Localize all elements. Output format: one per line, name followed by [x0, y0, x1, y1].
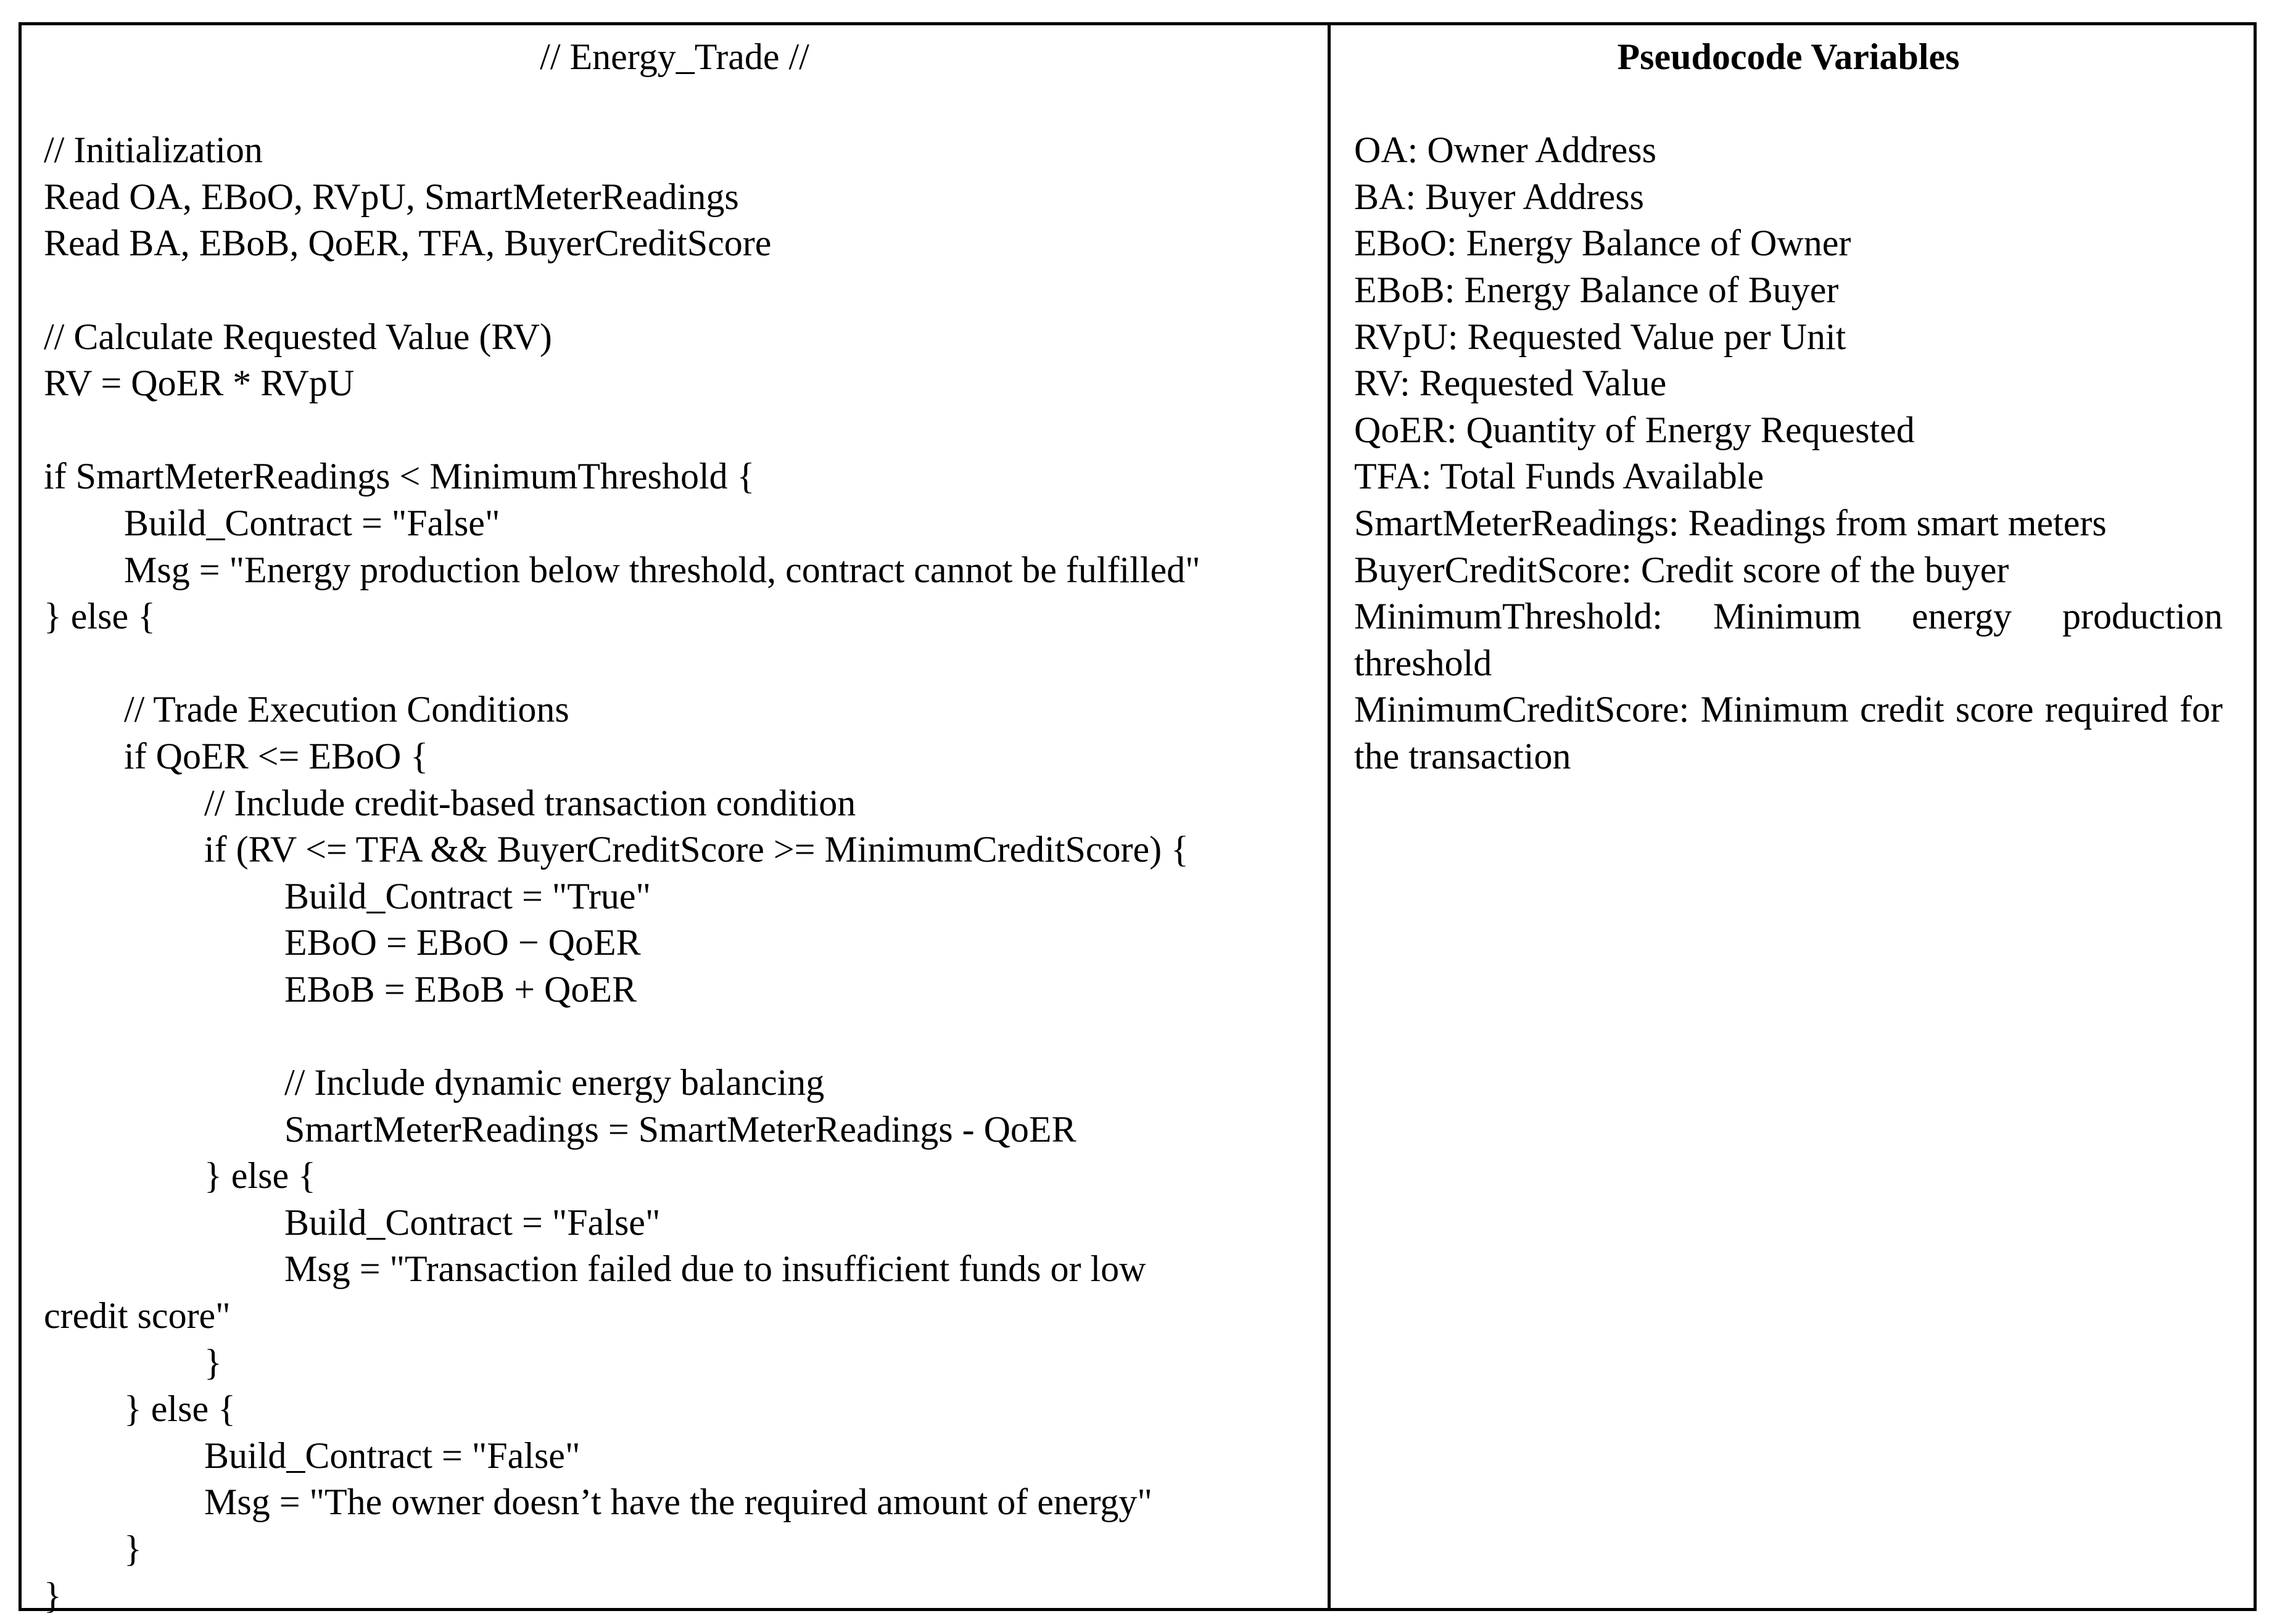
blank-line	[44, 407, 1328, 454]
code-line: EBoB = EBoB + QoER	[284, 968, 637, 1010]
variables-panel	[1331, 25, 2254, 1608]
code-line: } else {	[204, 1155, 316, 1197]
blank-line	[44, 640, 1328, 687]
code-line: }	[44, 1575, 62, 1616]
pseudocode-table	[19, 22, 2257, 1616]
blank-line	[44, 81, 1328, 128]
variables-title: Pseudocode Variables	[1617, 36, 1960, 77]
variable-definition: BA: Buyer Address	[1354, 176, 1644, 217]
variable-definition: RV: Requested Value	[1354, 363, 1667, 404]
code-line: Msg = "The owner doesn’t have the required amount of energy"	[204, 1482, 1152, 1523]
code-line: // Initialization	[44, 130, 263, 171]
code-line: Msg = "Transaction failed due to insufficient funds or low	[284, 1248, 1146, 1290]
code-line: credit score"	[44, 1295, 231, 1337]
variable-definition: BuyerCreditScore: Credit score of the buyer	[1354, 549, 2009, 590]
blank-line	[44, 1013, 1328, 1060]
code-line: Build_Contract = "True"	[284, 875, 651, 917]
variable-definition: MinimumThreshold: Minimum energy production threshold	[1354, 596, 2223, 683]
code-line: // Calculate Requested Value (RV)	[44, 316, 552, 357]
variable-definition: TFA: Total Funds Available	[1354, 456, 1764, 497]
variable-definition: SmartMeterReadings: Readings from smart meters	[1354, 502, 2107, 543]
pseudocode-title: // Energy_Trade //	[540, 36, 809, 77]
code-line: // Include credit-based transaction condition	[204, 782, 856, 823]
code-line: if SmartMeterReadings < MinimumThreshold {	[44, 456, 755, 497]
variables-list	[1354, 127, 2223, 780]
code-line: if (RV <= TFA && BuyerCreditScore >= MinimumCreditScore) {	[204, 829, 1189, 870]
variable-definition: EBoO: Energy Balance of Owner	[1354, 223, 1851, 264]
variable-definition: EBoB: Energy Balance of Buyer	[1354, 269, 1839, 310]
code-line: }	[204, 1342, 222, 1383]
code-line: Read BA, EBoB, QoER, TFA, BuyerCreditScore	[44, 223, 772, 264]
code-line: RV = QoER * RVpU	[44, 363, 355, 404]
code-line: // Trade Execution Conditions	[124, 689, 569, 730]
variable-definition: MinimumCreditScore: Minimum credit score required for the transaction	[1354, 689, 2223, 777]
variable-definition: OA: Owner Address	[1354, 130, 1656, 171]
code-line: Build_Contract = "False"	[204, 1435, 581, 1476]
code-line: }	[124, 1528, 142, 1569]
pseudocode-panel	[22, 25, 1331, 1616]
spacer	[1354, 81, 2223, 128]
code-line: } else {	[44, 596, 155, 637]
blank-line	[44, 267, 1328, 314]
code-line: Read OA, EBoO, RVpU, SmartMeterReadings	[44, 176, 739, 217]
code-line: SmartMeterReadings = SmartMeterReadings - QoER	[284, 1108, 1077, 1150]
variable-definition: RVpU: Requested Value per Unit	[1354, 316, 1846, 357]
variable-definition: QoER: Quantity of Energy Requested	[1354, 409, 1915, 450]
code-line: // Include dynamic energy balancing	[284, 1062, 825, 1103]
code-line: if QoER <= EBoO {	[124, 735, 429, 777]
code-line: Msg = "Energy production below threshold, contract cannot be fulfilled"	[124, 549, 1200, 590]
pseudocode-body	[44, 81, 1328, 1620]
code-line: } else {	[124, 1388, 236, 1430]
code-line: EBoO = EBoO − QoER	[284, 922, 641, 963]
code-line: Build_Contract = "False"	[284, 1202, 661, 1243]
code-line: Build_Contract = "False"	[124, 502, 500, 543]
